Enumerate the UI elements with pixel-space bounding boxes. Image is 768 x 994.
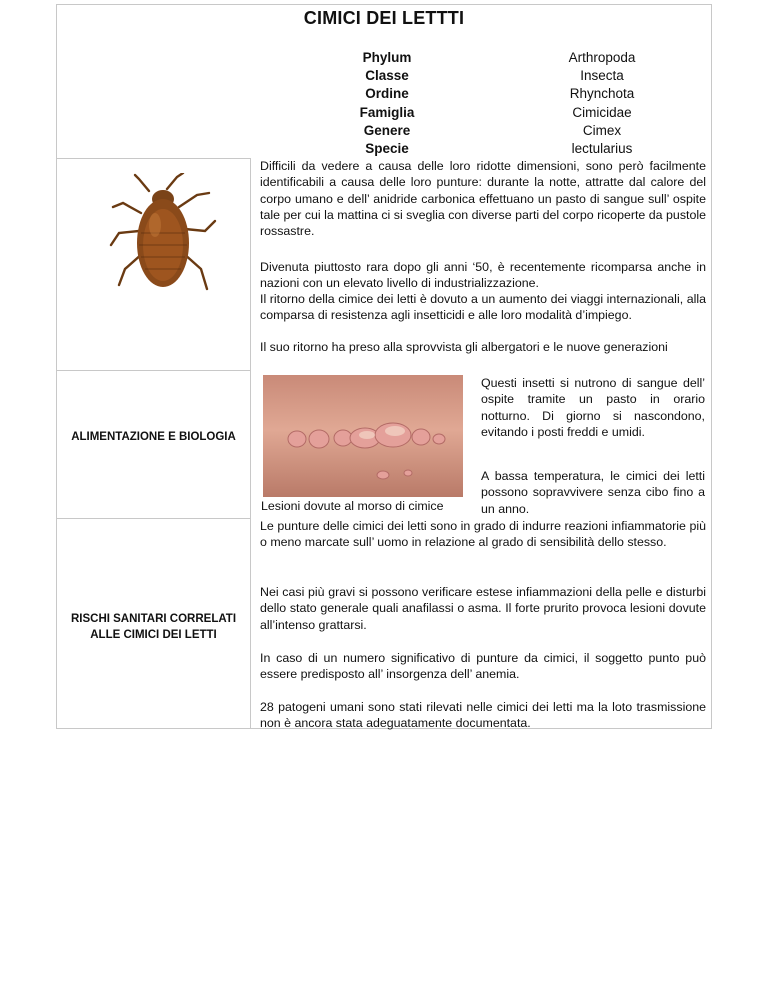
- value-genere: Cimex: [582, 122, 622, 138]
- alimentazione-paragraph-2: A bassa temperatura, le cimici dei letti possono sopravvivere senza cibo fino a un anno.: [481, 469, 705, 516]
- value-classe: Insecta: [580, 68, 624, 84]
- section-label-alimentazione: ALIMENTAZIONE E BIOLOGIA: [71, 431, 236, 443]
- bite-lesions-photo: [263, 375, 463, 497]
- rank-famiglia: Famiglia: [359, 104, 415, 120]
- rischi-paragraph-2: Nei casi più gravi si possono verificare estese infiammazioni della pelle e disturbi dello stato generale quali anafilassi o asma. Il forte prurito provoca lesioni dovute all’intenso grattarsi.: [260, 585, 706, 632]
- document-table: [56, 4, 712, 729]
- taxonomy-values: [537, 49, 667, 158]
- intro-paragraph-1: Difficili da vedere a causa delle loro ridotte dimensioni, sono però facilmente identificabili a causa delle loro punture: durante la notte, attratte dal calore del corpo umano e dell’ anidride carbonica effettuano un pasto di sangue sull’ ospite tale per cui la mattina ci si sveglia con diverse parti del corpo ricoperte da pustole rossastre.: [260, 159, 706, 239]
- rank-genere: Genere: [363, 122, 411, 138]
- row-divider: [57, 158, 250, 159]
- rischi-paragraph-3: In caso di un numero significativo di punture da cimici, il soggetto punto può essere predisposto all’ insorgenza dell’ anemia.: [260, 651, 706, 682]
- rank-specie: Specie: [365, 141, 409, 157]
- column-divider: [250, 158, 251, 729]
- intro-paragraph-2: Divenuta piuttosto rara dopo gli anni ‘50, è recentemente ricomparsa anche in nazioni con un elevato livello di industrializzazione.: [260, 260, 706, 291]
- value-specie: lectularius: [571, 141, 633, 157]
- photo-caption: Lesioni dovute al morso di cimice: [261, 499, 444, 513]
- bed-bug-image: [109, 173, 219, 305]
- row-divider: [57, 518, 250, 519]
- intro-paragraph-4: Il suo ritorno ha preso alla sprovvista gli albergatori e le nuove generazioni: [260, 340, 668, 354]
- section-label-rischi: RISCHI SANITARI CORRELATI ALLE CIMICI DEI LETTI: [70, 613, 237, 641]
- row-divider: [57, 370, 250, 371]
- value-phylum: Arthropoda: [568, 50, 636, 65]
- rank-classe: Classe: [365, 68, 409, 84]
- rank-phylum: Phylum: [362, 50, 412, 65]
- page-title: CIMICI DEI LETTTI: [303, 8, 465, 28]
- rischi-paragraph-4: 28 patogeni umani sono stati rilevati nelle cimici dei letti ma la loto trasmissione non è ancora stata adeguatamente documentata.: [260, 700, 706, 731]
- rischi-paragraph-1: Le punture delle cimici dei letti sono in grado di indurre reazioni infiammatorie più o meno marcate sull’ uomo in relazione al grado di sensibilità dello stesso.: [260, 519, 706, 550]
- value-famiglia: Cimicidae: [572, 104, 632, 120]
- rank-ordine: Ordine: [365, 86, 409, 102]
- alimentazione-paragraph-1: Questi insetti si nutrono di sangue dell’ ospite tramite un pasto in orario notturno. Di giorno si nascondono, evitando i posti freddi e umidi.: [481, 376, 705, 439]
- intro-paragraph-3: Il ritorno della cimice dei letti è dovuto a un aumento dei viaggi internazionali, alla comparsa di resistenza agli insetticidi e alle loro modalità d’impiego.: [260, 292, 706, 323]
- taxonomy-ranks: [337, 49, 437, 158]
- value-ordine: Rhynchota: [569, 86, 635, 102]
